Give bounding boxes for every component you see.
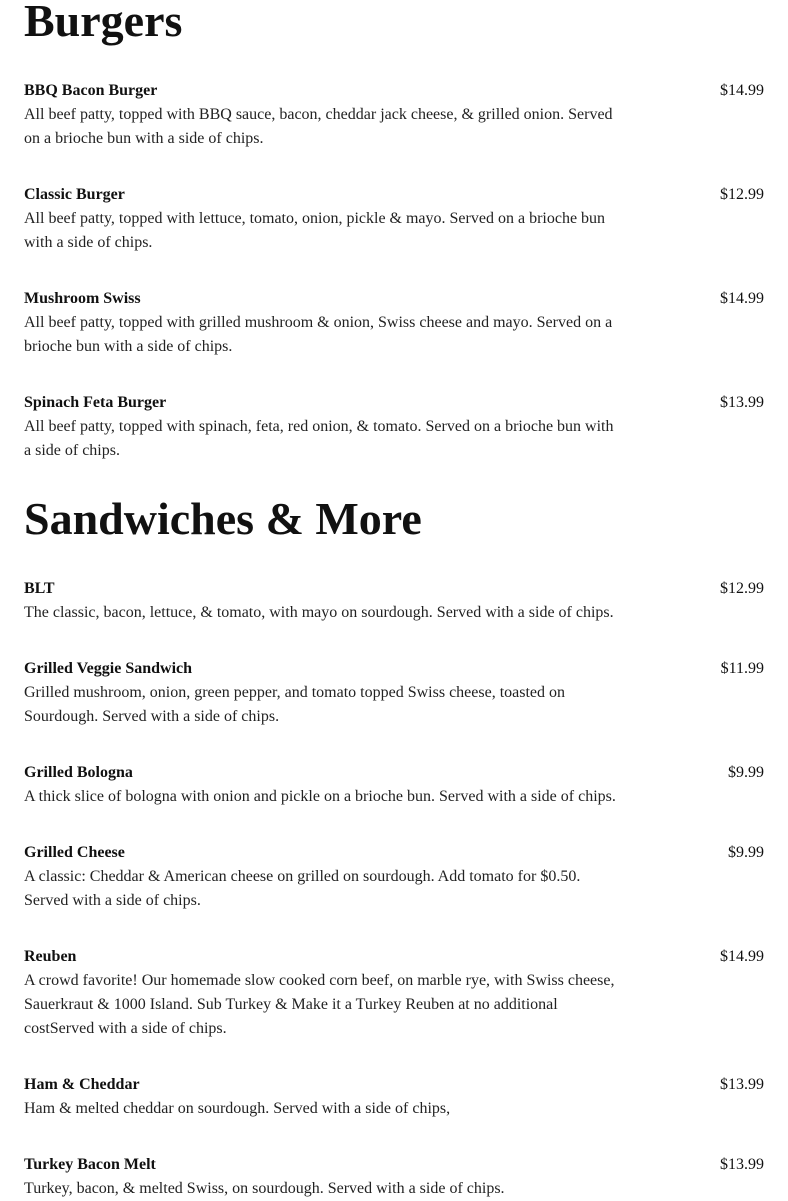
section-sandwiches-and-more [24, 491, 764, 1201]
menu-item [24, 183, 764, 255]
item-name: Spinach Feta Burger [24, 394, 167, 411]
item-description: A thick slice of bologna with onion and pickle on a brioche bun. Served with a side of chips. [24, 788, 616, 805]
item-price: $12.99 [720, 186, 764, 203]
section-title: Burgers [24, 0, 183, 46]
item-name: BLT [24, 580, 55, 597]
item-price: $13.99 [720, 394, 764, 411]
item-name: Grilled Bologna [24, 764, 133, 781]
item-price: $14.99 [720, 82, 764, 99]
item-name: Classic Burger [24, 186, 125, 203]
item-description: A classic: Cheddar & American cheese on grilled on sourdough. Add tomato for $0.50. Served with a side of chips. [24, 868, 581, 909]
item-name: Reuben [24, 948, 77, 965]
item-description: Ham & melted cheddar on sourdough. Served with a side of chips, [24, 1100, 451, 1117]
item-price: $11.99 [720, 660, 764, 677]
menu-item [24, 577, 764, 625]
item-description: All beef patty, topped with spinach, feta, red onion, & tomato. Served on a brioche bun with a side of chips. [24, 418, 614, 459]
item-price: $9.99 [728, 844, 764, 861]
item-description: All beef patty, topped with grilled mushroom & onion, Swiss cheese and mayo. Served on a brioche bun with a side of chips. [24, 314, 613, 355]
item-description: Grilled mushroom, onion, green pepper, and tomato topped Swiss cheese, toasted on Sourdough. Served with a side of chips. [24, 684, 566, 725]
item-price: $13.99 [720, 1076, 764, 1093]
menu-item [24, 79, 764, 151]
item-name: Grilled Cheese [24, 844, 125, 861]
item-name: Turkey Bacon Melt [24, 1156, 156, 1173]
item-description: A crowd favorite! Our homemade slow cooked corn beef, on marble rye, with Swiss cheese, Sauerkraut & 1000 Island. Sub Turkey & Make it a Turkey Reuben at no additional costServed with a side of chips. [24, 972, 615, 1037]
item-price: $14.99 [720, 290, 764, 307]
menu-items-list [24, 79, 764, 463]
menu-items-list [24, 577, 764, 1201]
item-name: Mushroom Swiss [24, 290, 141, 307]
menu-item [24, 1153, 764, 1201]
section-burgers [24, 0, 764, 463]
item-description: The classic, bacon, lettuce, & tomato, with mayo on sourdough. Served with a side of chips. [24, 604, 614, 621]
menu-item [24, 287, 764, 359]
menu-item [24, 945, 764, 1041]
menu-item [24, 841, 764, 913]
item-price: $13.99 [720, 1156, 764, 1173]
item-name: Ham & Cheddar [24, 1076, 140, 1093]
item-name: BBQ Bacon Burger [24, 82, 158, 99]
item-price: $12.99 [720, 580, 764, 597]
menu-item [24, 1073, 764, 1121]
item-price: $9.99 [728, 764, 764, 781]
item-description: Turkey, bacon, & melted Swiss, on sourdough. Served with a side of chips. [24, 1180, 505, 1197]
section-title: Sandwiches & More [24, 493, 422, 544]
menu-item [24, 761, 764, 809]
menu [24, 0, 764, 1201]
item-description: All beef patty, topped with lettuce, tomato, onion, pickle & mayo. Served on a brioche bun with a side of chips. [24, 210, 606, 251]
item-name: Grilled Veggie Sandwich [24, 660, 193, 677]
menu-item [24, 657, 764, 729]
item-price: $14.99 [720, 948, 764, 965]
item-description: All beef patty, topped with BBQ sauce, bacon, cheddar jack cheese, & grilled onion. Served on a brioche bun with a side of chips. [24, 106, 613, 147]
menu-item [24, 391, 764, 463]
